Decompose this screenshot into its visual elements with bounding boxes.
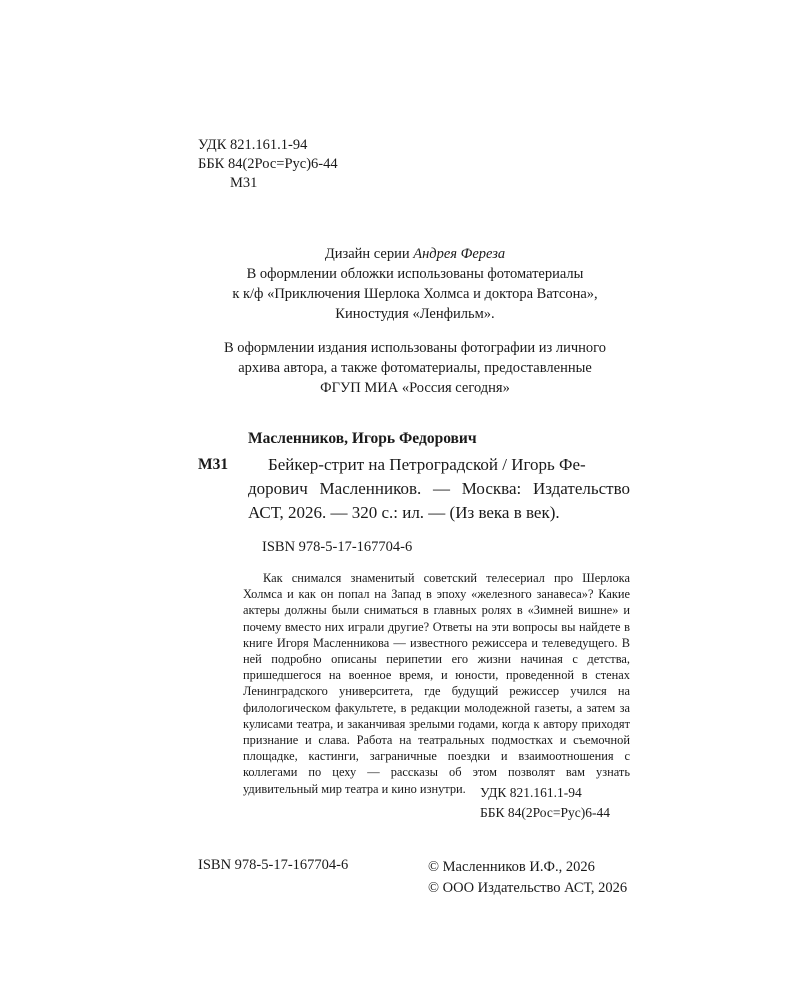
cover-credit-line-1: В оформлении обложки использованы фотоматериалы — [246, 266, 584, 282]
edition-credit-line-2: архива автора, а также фотоматериалы, предоставленные — [238, 360, 592, 376]
copyright-publisher: © ООО Издательство АСТ, 2026 — [428, 880, 628, 896]
author-mark: М31 — [230, 175, 258, 191]
edition-credit-line-3: ФГУП МИА «Россия сегодня» — [320, 380, 510, 396]
record-author-mark: М31 — [198, 456, 229, 473]
annotation-text: Как снимался знаменитый советский телесериал про Шерлока Холмса и как он попал на Запад в эпоху «железного занавеса»? Какие актеры должны были сниматься в главных ролях в «Зимней вишне» и почему вместо них играли другие? Ответы на эти вопросы вы найдете в книге Игоря Масленникова — известного режиссера и телеведущего. В ней подробно описаны перипетии его жизни начиная с детства, пришедшегося на военное время, и юности, проведенной в стенах Ленинградского университета, где будущий режиссер учился на филологическом факультете, в редакции молодежной газеты, а затем за кулисами театра, и заканчивая зрелыми годами, когда к автору приходят признание и слава. Работа на театральных подмостках и съемочной площадке, кастинги, заграничные поездки и взаимоотношения с коллегами по цеху — рассказы об этом позволят вам узнать удивительный мир театра и кино изнутри. — [243, 571, 630, 796]
cover-credit-line-3: Киностудия «Ленфильм». — [335, 306, 495, 322]
credits-block — [150, 244, 680, 398]
classification-block — [198, 136, 338, 193]
record-description-line-2: дорович Масленников. — Москва: Издательство АСТ, 2026. — 320 с.: ил. — (Из века в век). — [248, 479, 630, 522]
record-isbn: ISBN 978-5-17-167704-6 — [262, 539, 413, 555]
footer-isbn: ISBN 978-5-17-167704-6 — [198, 857, 349, 873]
udk-code: УДК 821.161.1-94 — [198, 137, 308, 153]
bbk-code-bottom: ББК 84(2Рос=Рус)6-44 — [480, 805, 610, 820]
record-description-line-1: Бейкер-стрит на Петроградской / Игорь Фе- — [268, 455, 586, 474]
copyright-author: © Масленников И.Ф., 2026 — [428, 859, 595, 875]
series-designer-name: Андрея Фереза — [413, 246, 506, 262]
classification-bottom — [480, 783, 610, 823]
series-design-label: Дизайн серии — [324, 246, 414, 262]
record-author: Масленников, Игорь Федорович — [248, 430, 477, 447]
bbk-code: ББК 84(2Рос=Рус)6-44 — [198, 156, 338, 172]
bibliographic-record — [198, 428, 630, 525]
edition-credit-line-1: В оформлении издания использованы фотографии из личного — [223, 340, 607, 356]
copyright-block — [428, 857, 627, 899]
cover-credit-line-2: к к/ф «Приключения Шерлока Холмса и доктора Ватсона», — [232, 286, 598, 302]
udk-code-bottom: УДК 821.161.1-94 — [480, 785, 582, 800]
series-design-line — [150, 244, 680, 264]
